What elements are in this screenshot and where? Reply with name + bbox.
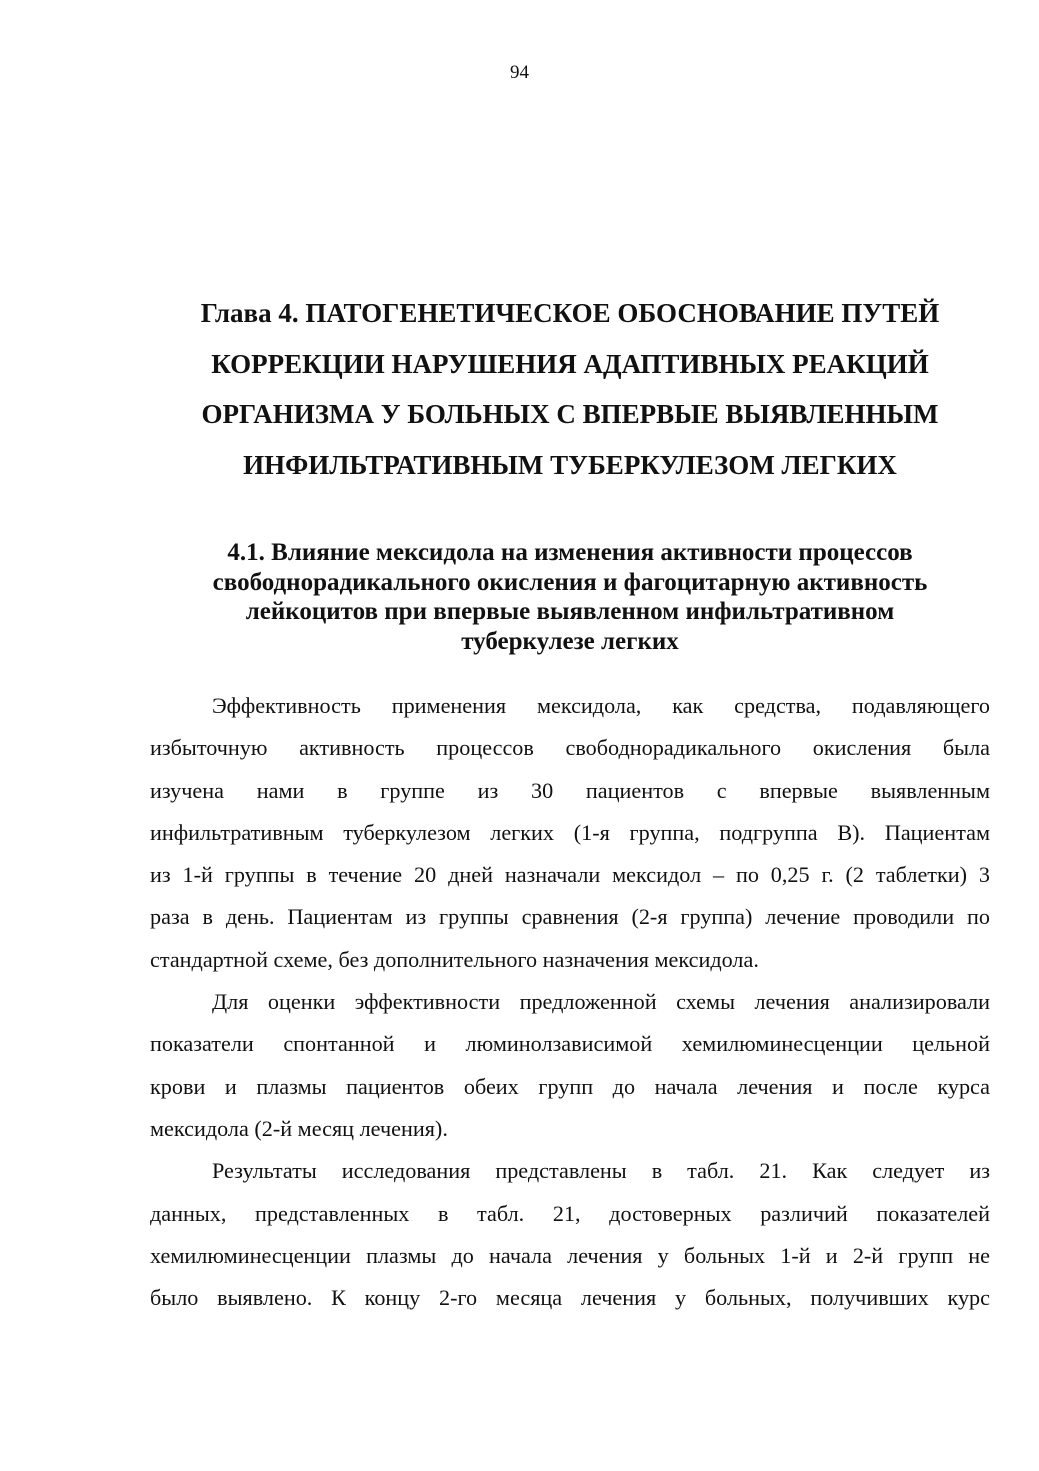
paragraph-1 (150, 685, 990, 981)
paragraph-line: Эффективность применения мексидола, как средства, подавляющего (212, 693, 990, 718)
paragraph-line: мексидола (2-й месяц лечения). (150, 1115, 448, 1141)
paragraph-line: было выявлено. К концу 2-го месяца лечения у больных, получивших курс (150, 1285, 990, 1311)
paragraph-line: Для оценки эффективности предложенной схемы лечения анализировали (212, 989, 990, 1015)
paragraph-line: данных, представленных в табл. 21, достоверных различий показателей (150, 1200, 990, 1226)
paragraph-line: хемилюминесценции плазмы до начала лечения у больных 1-й и 2-й групп не (150, 1242, 990, 1268)
paragraph-line: избыточную активность процессов свободнорадикального окисления была (150, 735, 990, 761)
paragraph-2 (150, 981, 990, 1150)
paragraph-line: раза в день. Пациентам из группы сравнения (2-я группа) лечение проводили по (150, 904, 990, 930)
paragraph-line: изучена нами в группе из 30 пациентов с впервые выявленным (150, 777, 990, 803)
section-title (150, 538, 990, 656)
paragraph-line: показатели спонтанной и люминолзависимой хемилюминесценции цельной (150, 1031, 990, 1057)
chapter-title (150, 288, 990, 490)
body-text (150, 685, 990, 1319)
page-number: 94 (510, 62, 529, 83)
paragraph-line: стандартной схеме, без дополнительного назначения мексидола. (150, 946, 759, 972)
paragraph-line: из 1-й группы в течение 20 дней назначали мексидол – по 0,25 г. (2 таблетки) 3 (150, 862, 990, 888)
paragraph-3 (150, 1150, 990, 1319)
paragraph-line: инфильтративным туберкулезом легких (1-я группа, подгруппа В). Пациентам (150, 819, 990, 845)
chapter-title-line: Глава 4. ПАТОГЕНЕТИЧЕСКОЕ ОБОСНОВАНИЕ ПУТЕЙ (200, 298, 940, 328)
chapter-title-line: КОРРЕКЦИИ НАРУШЕНИЯ АДАПТИВНЫХ РЕАКЦИЙ (211, 348, 929, 379)
section-title-line: туберкулезе легких (461, 627, 679, 655)
chapter-title-line: ИНФИЛЬТРАТИВНЫМ ТУБЕРКУЛЕЗОМ ЛЕГКИХ (243, 449, 897, 480)
section-title-line: свободнорадикального окисления и фагоцитарную активность (212, 568, 928, 596)
chapter-title-line: ОРГАНИЗМА У БОЛЬНЫХ С ВПЕРВЫЕ ВЫЯВЛЕННЫМ (201, 399, 939, 429)
section-title-line: лейкоцитов при впервые выявленном инфильтративном (245, 598, 895, 625)
paragraph-line: Результаты исследования представлены в табл. 21. Как следует из (212, 1158, 990, 1184)
section-title-line: 4.1. Влияние мексидола на изменения активности процессов (227, 539, 913, 566)
paragraph-line: крови и плазмы пациентов обеих групп до начала лечения и после курса (150, 1073, 990, 1099)
